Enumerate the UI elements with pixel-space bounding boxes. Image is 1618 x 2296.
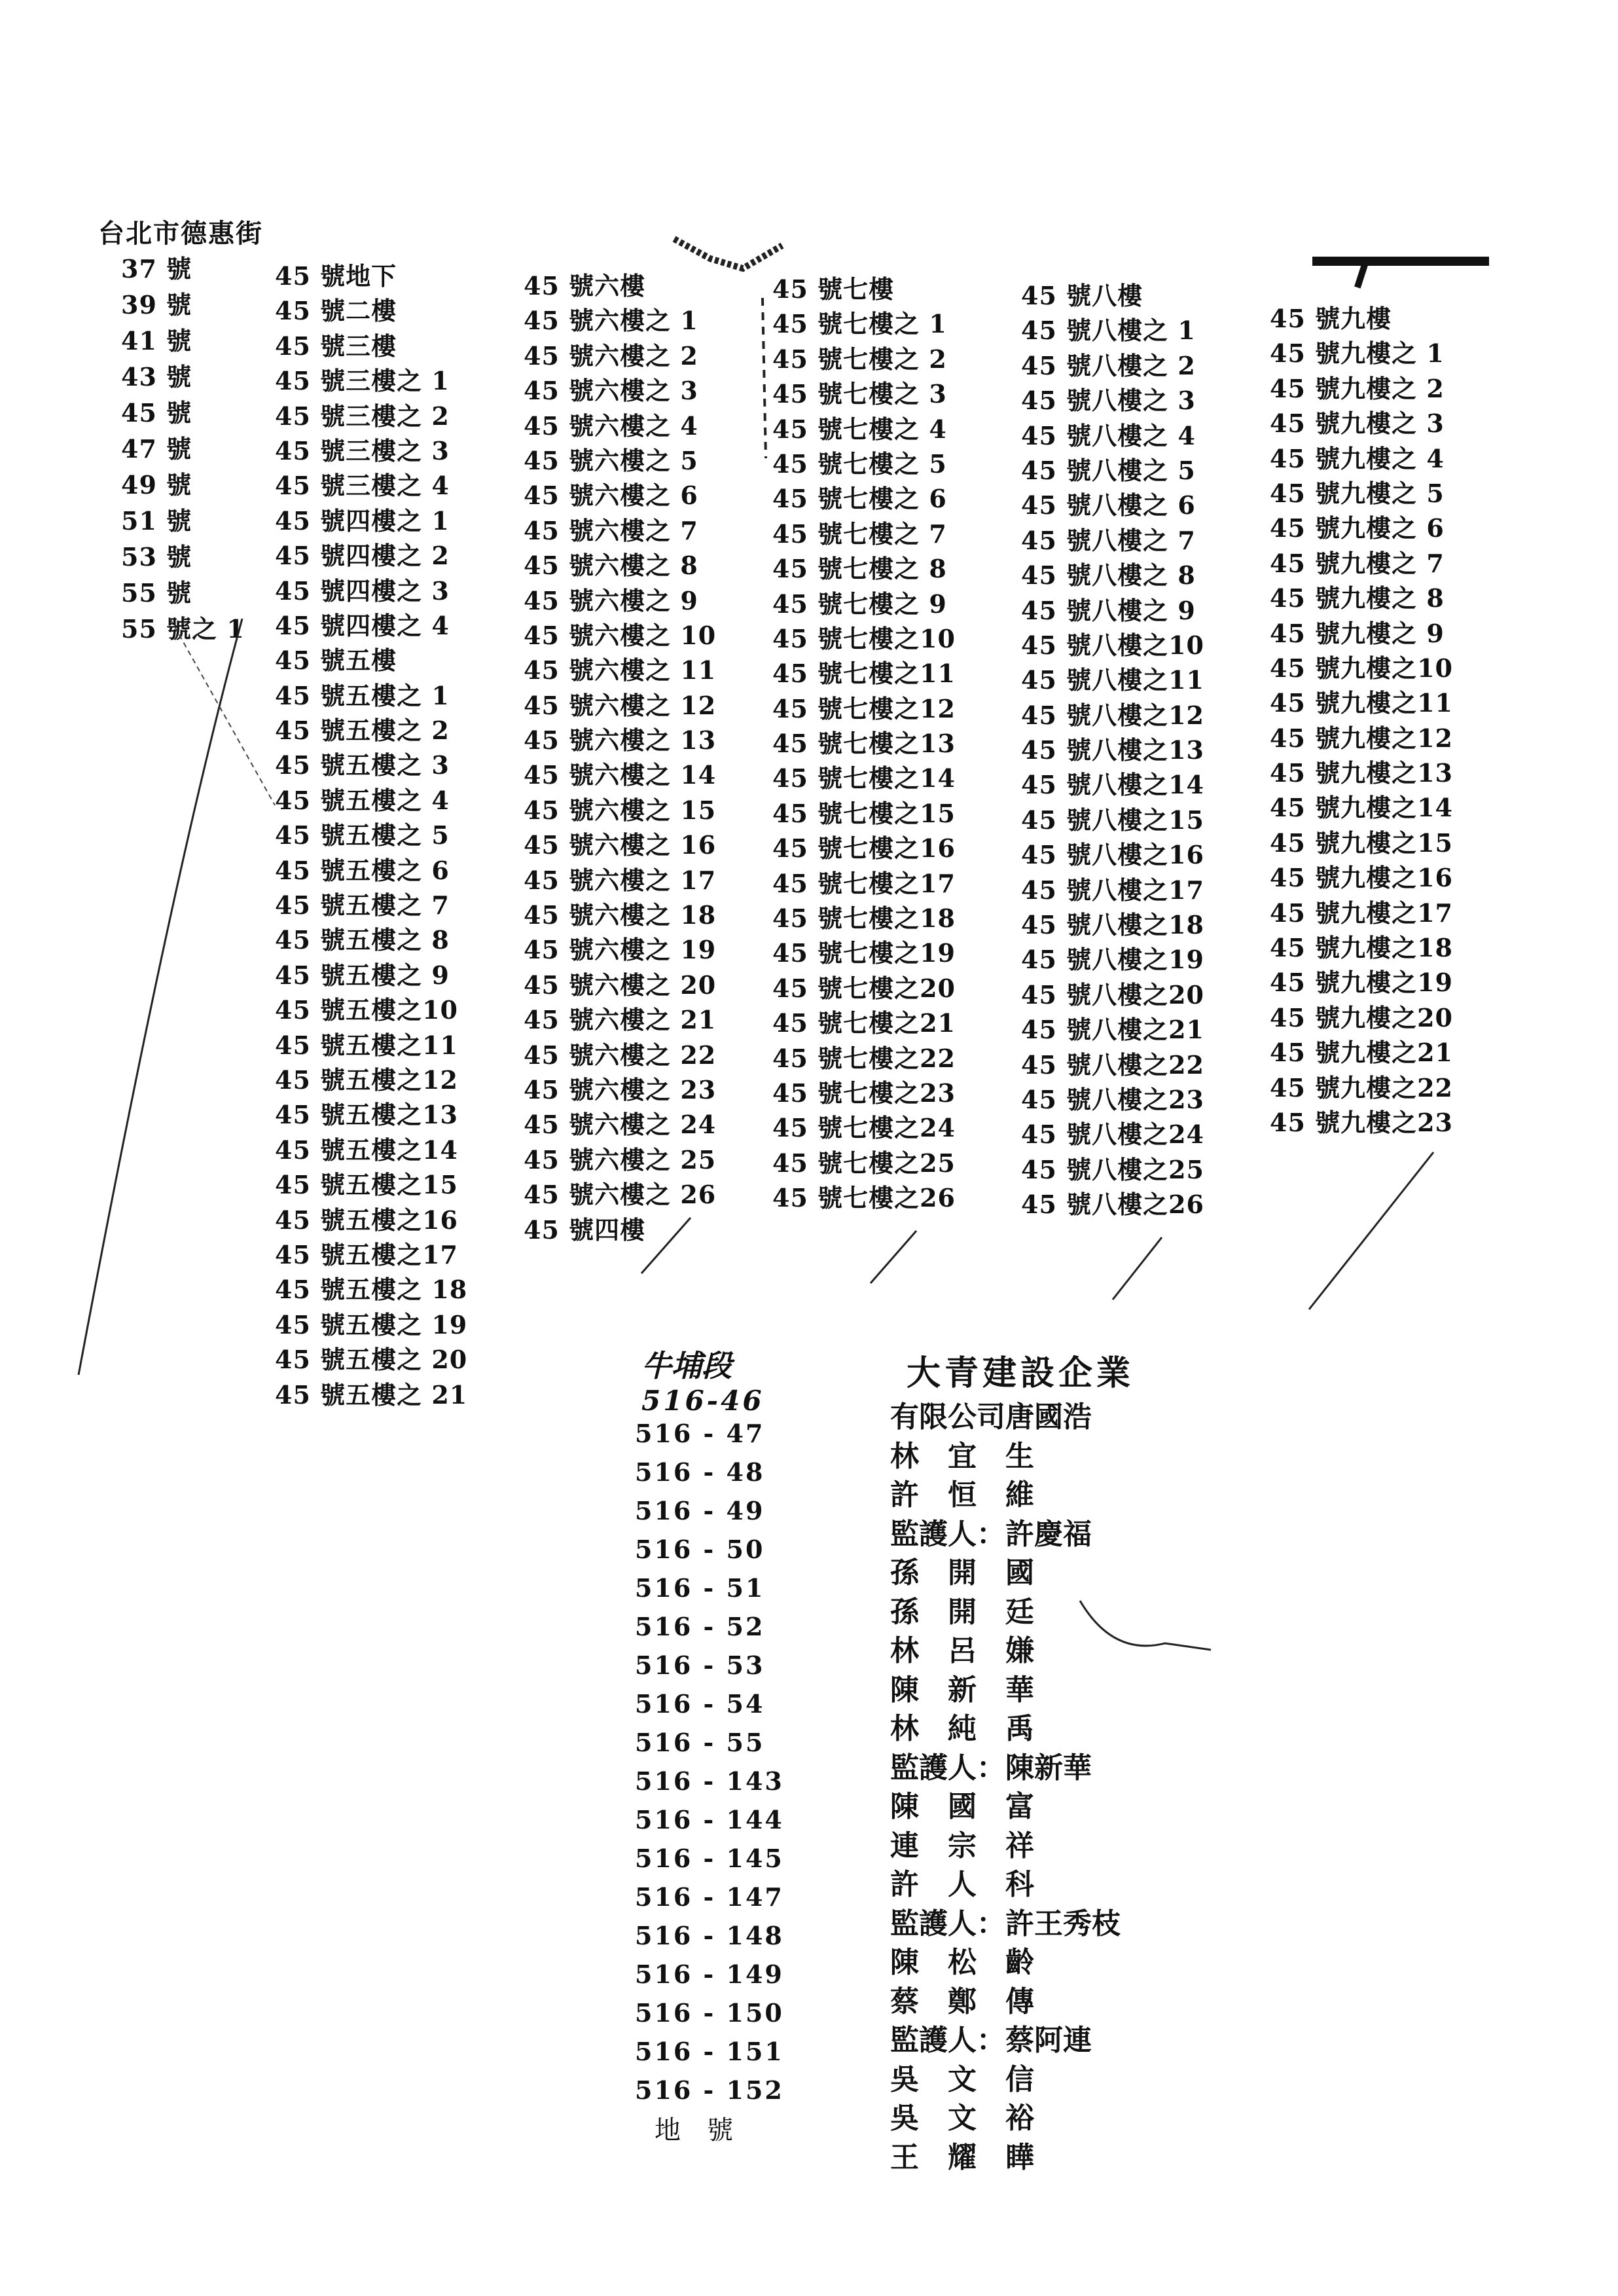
owner-item: 許 恒 維 bbox=[890, 1478, 1034, 1512]
owner-item: 陳 松 齡 bbox=[890, 1946, 1034, 1979]
address-item: 45 號七樓之11 bbox=[772, 659, 956, 689]
address-item: 45 號七樓之19 bbox=[772, 938, 956, 968]
address-item: 45 號七樓之12 bbox=[772, 693, 956, 723]
address-item: 45 號七樓之24 bbox=[772, 1113, 956, 1143]
address-item: 45 號七樓之13 bbox=[772, 729, 956, 759]
address-item: 39 號 bbox=[121, 290, 192, 319]
land-lot-item: 516 - 53 bbox=[635, 1650, 765, 1680]
address-item: 45 號八樓之 8 bbox=[1021, 560, 1196, 591]
address-item: 45 號七樓之 2 bbox=[772, 344, 947, 374]
address-item: 45 號六樓之 16 bbox=[524, 830, 717, 860]
address-item: 45 號六樓之 21 bbox=[524, 1005, 717, 1035]
land-lot-item: 516 - 48 bbox=[635, 1457, 765, 1487]
address-item: 45 號八樓之 1 bbox=[1021, 316, 1196, 346]
address-item: 45 號六樓之 8 bbox=[524, 551, 698, 581]
address-item: 45 號六樓之 6 bbox=[524, 481, 698, 511]
address-item: 45 號六樓 bbox=[524, 271, 646, 301]
address-item: 45 號九樓之22 bbox=[1270, 1072, 1453, 1102]
address-item: 45 號九樓之 1 bbox=[1270, 338, 1445, 369]
street-header: 台北市德惠街 bbox=[98, 218, 263, 249]
address-item: 51 號 bbox=[121, 506, 192, 536]
land-lot-item: 516 - 151 bbox=[635, 2037, 784, 2066]
address-item: 45 號七樓之23 bbox=[772, 1078, 956, 1108]
address-item: 45 號三樓之 1 bbox=[275, 366, 450, 396]
land-lot-item: 516 - 50 bbox=[635, 1535, 765, 1564]
land-lot-item: 516 - 147 bbox=[635, 1882, 784, 1912]
owner-item: 孫 開 國 bbox=[890, 1556, 1034, 1590]
land-lot-item: 516 - 150 bbox=[635, 1998, 784, 2028]
address-item: 45 號八樓 bbox=[1021, 281, 1143, 310]
company-name: 大青建設企業 bbox=[907, 1353, 1135, 1393]
address-item: 45 號九樓之11 bbox=[1270, 688, 1453, 718]
address-item: 45 號七樓之10 bbox=[772, 623, 956, 653]
land-lot-item: 516 - 152 bbox=[635, 2075, 784, 2105]
address-item: 45 號九樓之23 bbox=[1270, 1107, 1453, 1137]
address-item: 45 號三樓之 3 bbox=[275, 435, 450, 465]
address-item: 45 號九樓之 2 bbox=[1270, 373, 1445, 403]
land-lot-item: 516 - 49 bbox=[635, 1496, 765, 1525]
address-item: 45 號七樓之 5 bbox=[772, 448, 947, 479]
address-item: 45 號五樓之14 bbox=[275, 1135, 458, 1165]
owner-item: 陳 新 華 bbox=[890, 1673, 1034, 1707]
address-item: 45 號五樓之 4 bbox=[275, 785, 450, 815]
address-item: 45 號五樓之 18 bbox=[275, 1275, 468, 1305]
address-item: 45 號八樓之24 bbox=[1021, 1120, 1204, 1150]
address-item: 45 號五樓之11 bbox=[275, 1030, 458, 1060]
address-item: 45 號五樓之17 bbox=[275, 1239, 458, 1269]
address-item: 45 號九樓之13 bbox=[1270, 758, 1453, 788]
address-item: 45 號七樓之 9 bbox=[772, 589, 947, 619]
address-item: 45 號五樓之 19 bbox=[275, 1309, 468, 1339]
address-item: 45 號五樓之 20 bbox=[275, 1345, 468, 1375]
address-item: 45 號八樓之17 bbox=[1021, 875, 1204, 905]
address-item: 45 號九樓之 3 bbox=[1270, 409, 1445, 439]
address-item: 45 號八樓之 4 bbox=[1021, 420, 1196, 450]
address-item: 45 號七樓之26 bbox=[772, 1183, 956, 1213]
address-item: 45 號八樓之12 bbox=[1021, 700, 1204, 730]
owner-item: 連 宗 祥 bbox=[890, 1829, 1034, 1863]
address-item: 45 號八樓之22 bbox=[1021, 1049, 1204, 1080]
address-item: 45 號七樓之 7 bbox=[772, 519, 947, 549]
address-item: 45 號六樓之 13 bbox=[524, 725, 717, 756]
land-lot-item: 516 - 54 bbox=[635, 1689, 765, 1719]
address-item: 45 號九樓之18 bbox=[1270, 933, 1453, 963]
address-item: 41 號 bbox=[121, 326, 192, 355]
address-item: 55 號 bbox=[121, 578, 192, 608]
address-item: 45 號八樓之16 bbox=[1021, 840, 1204, 870]
owner-item: 許 人 科 bbox=[890, 1868, 1034, 1901]
owner-item: 林 宜 生 bbox=[890, 1439, 1034, 1473]
address-item: 45 號五樓之 1 bbox=[275, 680, 450, 710]
owner-item: 林 純 禹 bbox=[890, 1712, 1034, 1745]
address-item: 45 號六樓之 23 bbox=[524, 1074, 717, 1104]
address-item: 45 號七樓之22 bbox=[772, 1043, 956, 1073]
address-item: 45 號六樓之 26 bbox=[524, 1180, 717, 1210]
address-item: 45 號九樓之 7 bbox=[1270, 548, 1445, 578]
address-item: 45 號六樓之 7 bbox=[524, 515, 698, 545]
address-item: 45 號六樓之 18 bbox=[524, 900, 717, 930]
address-item: 53 號 bbox=[121, 542, 192, 572]
address-item: 45 號二樓 bbox=[275, 296, 397, 326]
address-item: 45 號六樓之 3 bbox=[524, 376, 698, 406]
address-item: 45 號五樓之 2 bbox=[275, 716, 450, 746]
land-lot-item: 516 - 145 bbox=[635, 1844, 784, 1873]
address-item: 45 號九樓之15 bbox=[1270, 828, 1453, 858]
land-lot-item: 516 - 148 bbox=[635, 1921, 784, 1950]
address-item: 45 號七樓之15 bbox=[772, 798, 956, 828]
address-item: 45 號九樓之17 bbox=[1270, 898, 1453, 928]
address-item: 45 號六樓之 17 bbox=[524, 865, 717, 895]
address-item: 45 號七樓之21 bbox=[772, 1008, 956, 1038]
address-item: 45 號四樓 bbox=[524, 1214, 646, 1245]
owner-item: 監護人：許慶福 bbox=[890, 1517, 1092, 1551]
address-item: 45 號八樓之10 bbox=[1021, 630, 1204, 660]
address-item: 45 號八樓之13 bbox=[1021, 735, 1204, 765]
address-item: 45 號六樓之 9 bbox=[524, 585, 698, 615]
address-item: 45 號八樓之 5 bbox=[1021, 455, 1196, 485]
owner-list bbox=[890, 1398, 1121, 2177]
address-item: 47 號 bbox=[121, 434, 192, 464]
address-item: 45 號九樓之19 bbox=[1270, 968, 1453, 998]
address-item: 45 號九樓之 8 bbox=[1270, 583, 1445, 613]
owner-item: 孫 開 廷 bbox=[890, 1595, 1034, 1629]
address-item: 45 號七樓之 1 bbox=[772, 309, 947, 339]
address-item: 45 號六樓之 20 bbox=[524, 970, 717, 1000]
address-item: 45 號六樓之 15 bbox=[524, 795, 717, 825]
address-item: 45 號七樓之20 bbox=[772, 973, 956, 1003]
address-item: 45 號九樓之12 bbox=[1270, 723, 1453, 753]
address-item: 45 號六樓之 12 bbox=[524, 690, 717, 720]
owner-item: 監護人：蔡阿連 bbox=[890, 2024, 1092, 2057]
address-item: 45 號四樓之 3 bbox=[275, 575, 450, 606]
address-item: 45 號六樓之 1 bbox=[524, 306, 698, 336]
owner-item: 蔡 鄭 傳 bbox=[890, 1984, 1034, 2018]
address-item: 45 號六樓之 14 bbox=[524, 760, 717, 790]
owner-item: 林 呂 嫌 bbox=[890, 1634, 1034, 1667]
address-item: 45 號六樓之 2 bbox=[524, 340, 698, 371]
land-section-title: 牛埔段 bbox=[641, 1348, 732, 1383]
address-item: 45 號八樓之18 bbox=[1021, 910, 1204, 940]
address-item: 45 號三樓之 2 bbox=[275, 401, 450, 431]
address-item: 45 號七樓之25 bbox=[772, 1148, 956, 1178]
address-item: 45 號八樓之26 bbox=[1021, 1190, 1204, 1220]
land-lot-item: 516 - 51 bbox=[635, 1573, 765, 1603]
address-item: 45 號六樓之 4 bbox=[524, 410, 698, 441]
address-item: 45 號五樓之16 bbox=[275, 1205, 458, 1235]
address-item: 45 號八樓之25 bbox=[1021, 1154, 1204, 1184]
address-item: 45 號四樓之 1 bbox=[275, 505, 450, 536]
address-item: 45 號八樓之 3 bbox=[1021, 386, 1196, 416]
address-item: 45 號五樓之 21 bbox=[275, 1379, 468, 1410]
address-item: 45 號九樓之20 bbox=[1270, 1002, 1453, 1032]
land-lot-item: 516 - 52 bbox=[635, 1612, 765, 1641]
address-item: 45 號八樓之14 bbox=[1021, 770, 1204, 800]
land-lot-item: 516 - 143 bbox=[635, 1766, 784, 1796]
address-item: 45 號 bbox=[121, 398, 192, 428]
address-item: 45 號九樓之16 bbox=[1270, 863, 1453, 893]
address-item: 45 號九樓之14 bbox=[1270, 793, 1453, 823]
address-item: 37 號 bbox=[121, 254, 192, 283]
address-item: 45 號五樓之 3 bbox=[275, 750, 450, 780]
address-item: 45 號八樓之15 bbox=[1021, 805, 1204, 835]
address-item: 45 號九樓之 4 bbox=[1270, 443, 1445, 473]
address-item: 45 號五樓之 6 bbox=[275, 855, 450, 885]
address-item: 45 號七樓之 8 bbox=[772, 554, 947, 584]
address-item: 45 號七樓之 6 bbox=[772, 484, 947, 514]
owner-item: 吳 文 裕 bbox=[890, 2102, 1034, 2135]
address-item: 45 號五樓之 5 bbox=[275, 820, 450, 850]
address-item: 45 號八樓之21 bbox=[1021, 1015, 1204, 1045]
owner-item: 監護人：陳新華 bbox=[890, 1751, 1092, 1785]
address-item: 45 號六樓之 25 bbox=[524, 1144, 717, 1175]
address-item: 45 號地下 bbox=[275, 261, 397, 291]
address-item: 45 號九樓之 6 bbox=[1270, 513, 1445, 543]
address-item: 45 號七樓之 3 bbox=[772, 379, 947, 409]
land-lot-first: 516-46 bbox=[641, 1385, 764, 1417]
address-item: 45 號五樓之 9 bbox=[275, 960, 450, 990]
address-item: 45 號五樓之10 bbox=[275, 995, 458, 1025]
address-item: 49 號 bbox=[121, 470, 192, 500]
land-lot-list bbox=[635, 1414, 784, 2109]
address-item: 45 號四樓之 4 bbox=[275, 610, 450, 640]
address-item: 45 號八樓之20 bbox=[1021, 979, 1204, 1010]
address-item: 45 號七樓之17 bbox=[772, 868, 956, 898]
address-item: 45 號八樓之 7 bbox=[1021, 525, 1196, 555]
land-lot-item: 516 - 149 bbox=[635, 1959, 784, 1989]
address-item: 45 號九樓之 5 bbox=[1270, 478, 1445, 508]
address-item: 45 號七樓 bbox=[772, 274, 895, 304]
address-item: 45 號八樓之19 bbox=[1021, 945, 1204, 975]
address-item: 45 號八樓之11 bbox=[1021, 665, 1204, 695]
address-item: 45 號五樓之13 bbox=[275, 1100, 458, 1130]
land-lot-footer: 地號 bbox=[655, 2115, 759, 2145]
address-item: 45 號七樓之16 bbox=[772, 833, 956, 864]
address-item: 45 號七樓之14 bbox=[772, 763, 956, 793]
address-item: 45 號四樓之 2 bbox=[275, 541, 450, 571]
address-item: 45 號九樓之 9 bbox=[1270, 618, 1445, 648]
address-item: 45 號三樓 bbox=[275, 331, 397, 361]
address-item: 45 號五樓 bbox=[275, 646, 397, 676]
address-item: 45 號九樓 bbox=[1270, 304, 1392, 333]
address-item: 45 號五樓之15 bbox=[275, 1170, 458, 1200]
address-item: 45 號五樓之12 bbox=[275, 1065, 458, 1095]
address-item: 45 號六樓之 24 bbox=[524, 1110, 717, 1140]
owner-item: 有限公司唐國浩 bbox=[890, 1400, 1092, 1434]
address-item: 45 號三樓之 4 bbox=[275, 471, 450, 501]
land-lot-item: 516 - 47 bbox=[635, 1419, 765, 1448]
address-item: 45 號六樓之 10 bbox=[524, 620, 717, 650]
address-item: 45 號七樓之 4 bbox=[772, 414, 947, 444]
address-item: 45 號六樓之 19 bbox=[524, 935, 717, 965]
address-item: 45 號五樓之 8 bbox=[275, 925, 450, 955]
address-item: 45 號八樓之 2 bbox=[1021, 350, 1196, 380]
address-item: 55 號之 1 bbox=[121, 614, 245, 644]
land-lot-item: 516 - 144 bbox=[635, 1805, 784, 1834]
address-item: 45 號六樓之 5 bbox=[524, 445, 698, 475]
address-item: 45 號五樓之 7 bbox=[275, 890, 450, 920]
owner-item: 吳 文 信 bbox=[890, 2062, 1034, 2096]
owner-item: 監護人：許王秀枝 bbox=[890, 1906, 1121, 1941]
address-item: 45 號六樓之 22 bbox=[524, 1040, 717, 1070]
owner-item: 陳 國 富 bbox=[890, 1790, 1034, 1823]
address-item: 45 號九樓之21 bbox=[1270, 1038, 1453, 1068]
land-lot-item: 516 - 55 bbox=[635, 1728, 765, 1757]
address-item: 45 號八樓之 6 bbox=[1021, 490, 1196, 520]
address-item: 45 號六樓之 11 bbox=[524, 655, 717, 685]
address-item: 45 號七樓之18 bbox=[772, 903, 956, 934]
address-item: 45 號八樓之23 bbox=[1021, 1084, 1204, 1114]
owner-item: 王 耀 瞱 bbox=[890, 2140, 1034, 2174]
address-item: 43 號 bbox=[121, 362, 192, 392]
address-item: 45 號九樓之10 bbox=[1270, 653, 1453, 683]
address-item: 45 號八樓之 9 bbox=[1021, 595, 1196, 625]
